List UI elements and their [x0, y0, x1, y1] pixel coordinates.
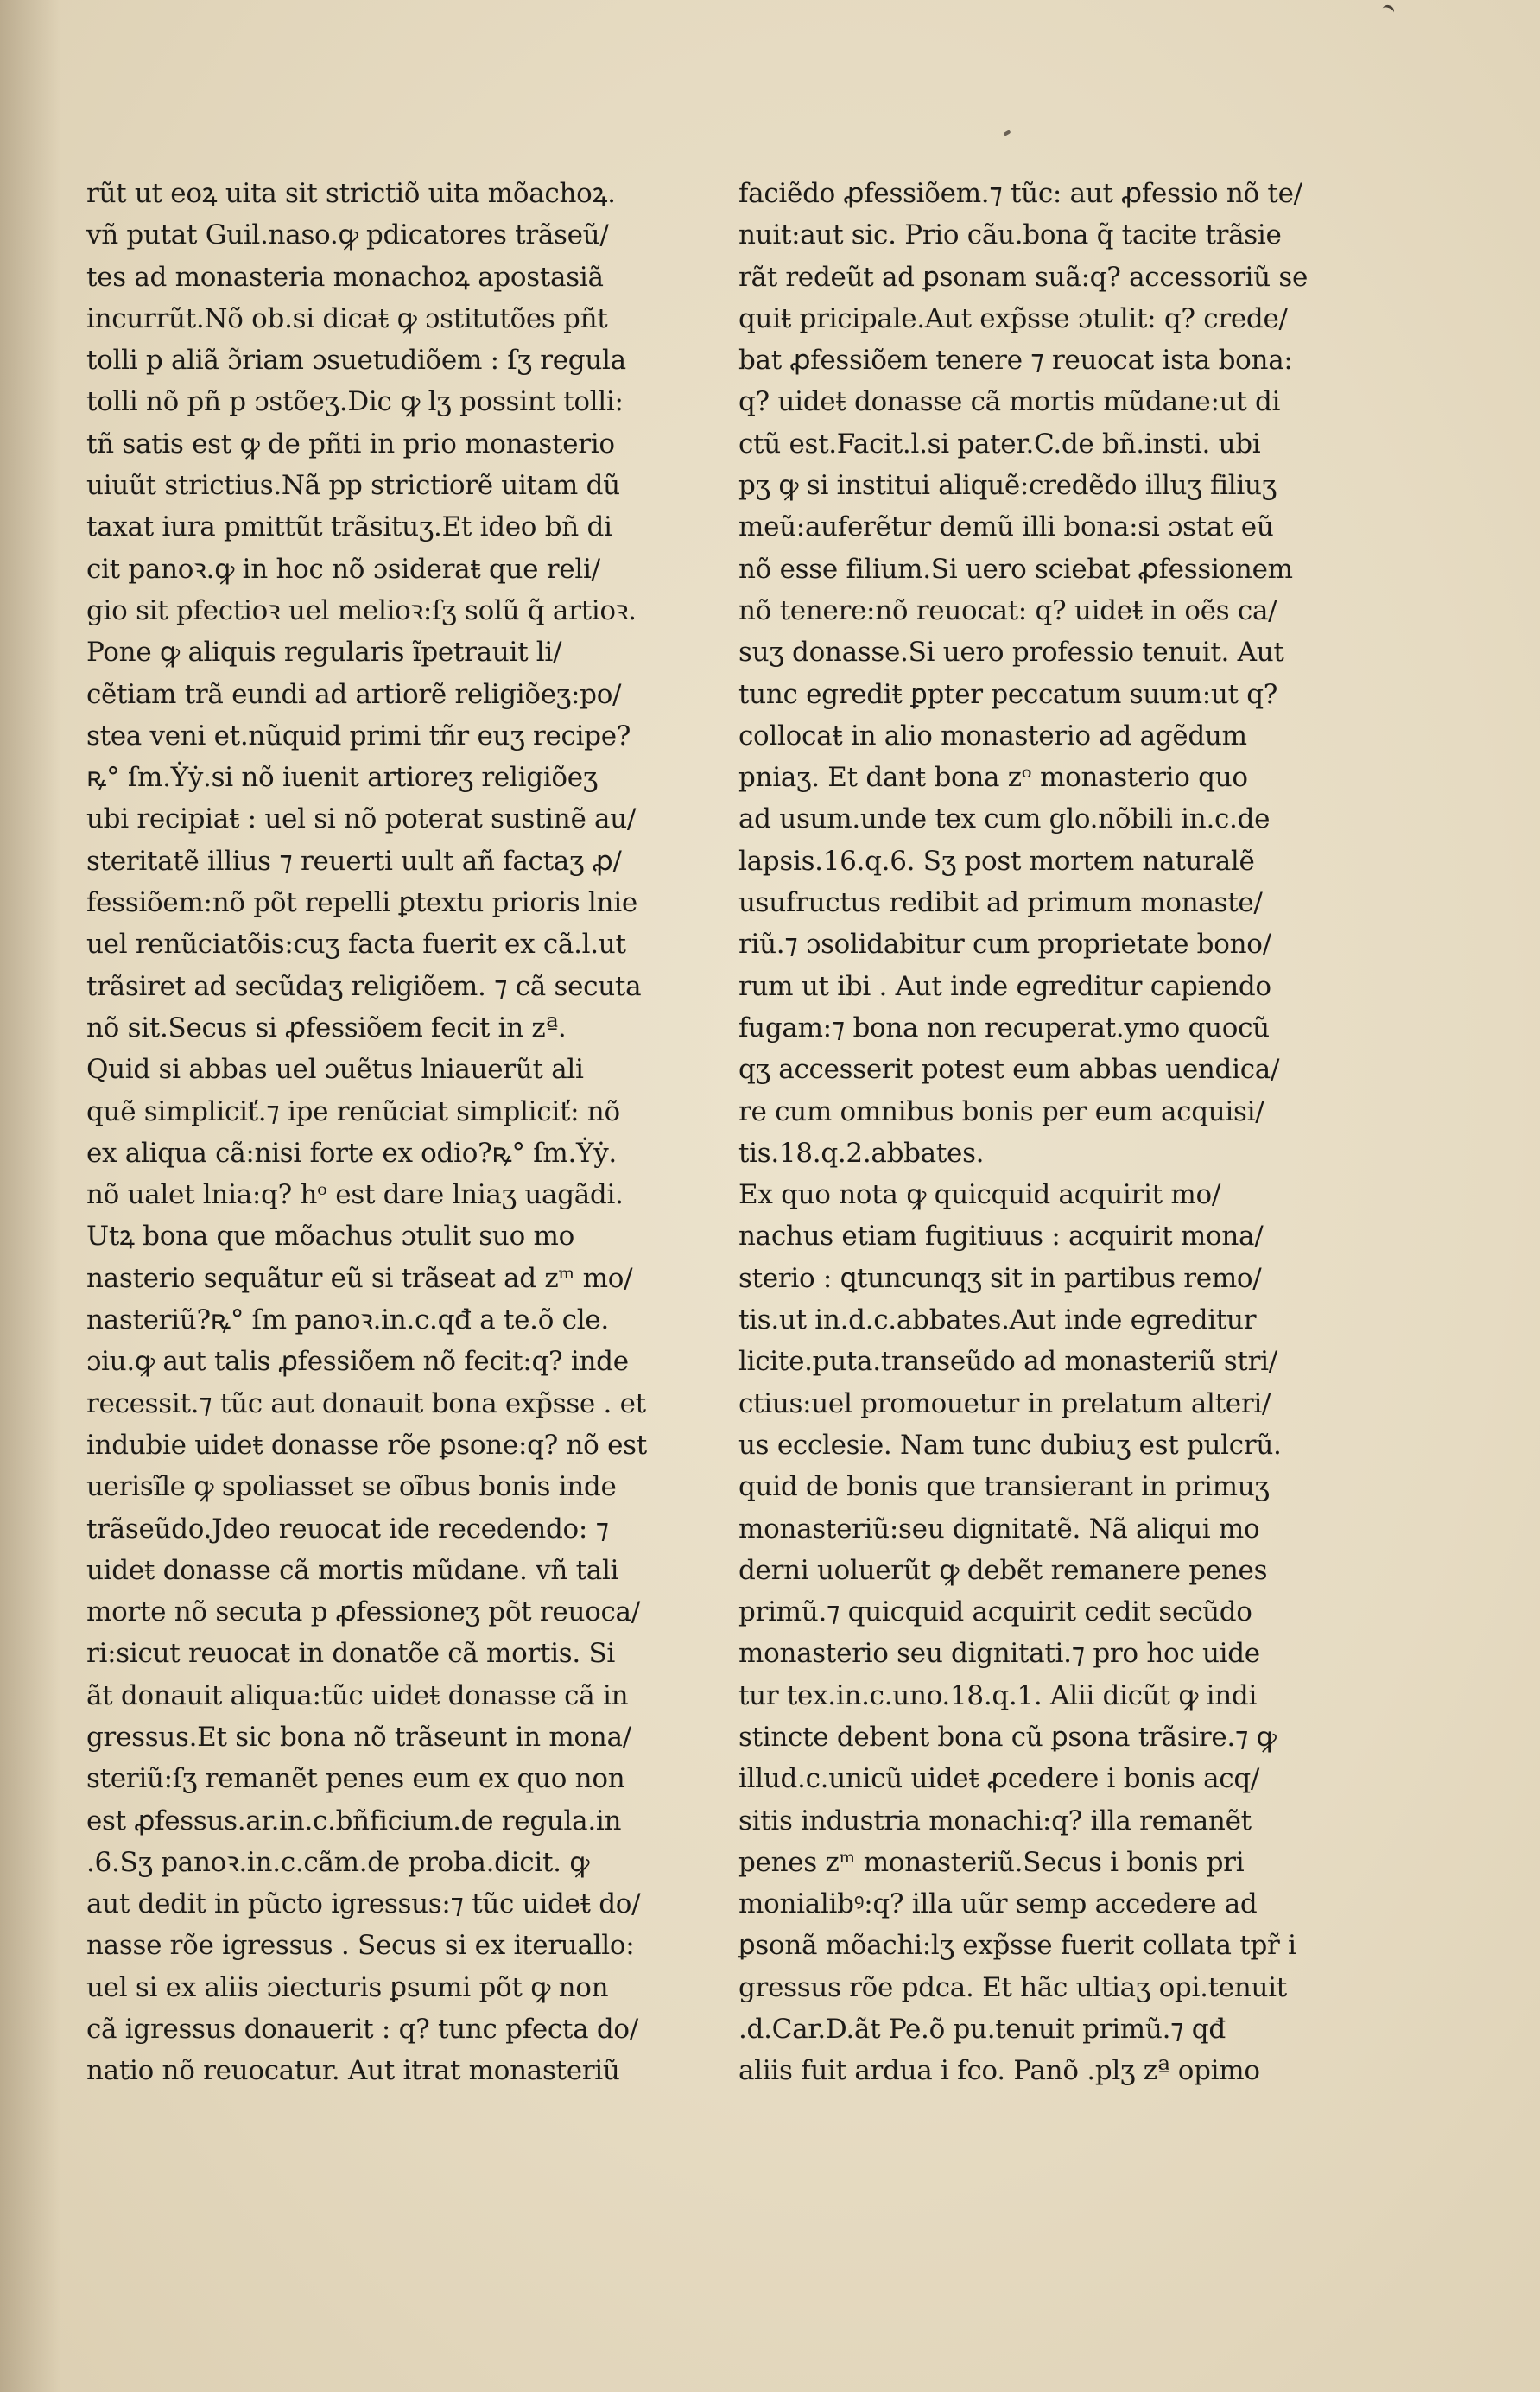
- text-line: nuit:aut sic. Prio cãu.bona q̃ tacite trãsie: [738, 219, 1282, 251]
- text-line: ãt donauit aliqua:tũc uideŧ donasse cã in: [86, 1679, 629, 1711]
- text-line: us ecclesie. Nam tunc dubiuʒ est pulcrũ.: [738, 1429, 1282, 1461]
- text-line: ɔiu.ꝙ aut talis ꝓfessiõem nõ fecit:q? inde: [86, 1346, 629, 1378]
- text-line: collocaŧ in alio monasterio ad agẽdum: [738, 720, 1247, 752]
- text-line: ctius:uel promouetur in prelatum alteri/: [738, 1387, 1271, 1419]
- text-line: bat ꝓfessiõem tenere ⁊ reuocat ista bona:: [738, 345, 1293, 377]
- text-line: tolli p aliã ɔ̃riam ɔsuetudiõem : ſʒ regula: [86, 345, 626, 377]
- text-line: ex aliqua cã:nisi forte ex odio?ꝶ° ſm.Ẏẏ.: [86, 1137, 617, 1169]
- text-line: qʒ accesserit potest eum abbas uendica/: [738, 1054, 1280, 1086]
- text-line: nõ ualet lnia:q? hᵒ est dare lniaʒ uagãdi.: [86, 1179, 624, 1211]
- text-line: rãt redeũt ad ꝑsonam suã:q? accessoriũ se: [738, 261, 1309, 293]
- text-line: tur tex.in.c.uno.18.q.1. Alii dicũt ꝙ indi: [738, 1679, 1258, 1711]
- text-line: suʒ donasse.Si uero professio tenuit. Aut: [738, 637, 1284, 669]
- text-line: morte nõ secuta p ꝓfessioneʒ põt reuoca/: [86, 1596, 640, 1628]
- text-line: natio nõ reuocatur. Aut itrat monasteriũ: [86, 2055, 620, 2087]
- text-line: incurrũt.Nõ ob.si dicaŧ ꝙ ɔstitutões pñt: [86, 302, 608, 334]
- text-line: tis.18.q.2.abbates.: [738, 1137, 985, 1169]
- text-line: faciẽdo ꝓfessiõem.⁊ tũc: aut ꝓfessio nõ te/: [738, 178, 1302, 209]
- text-line: taxat iura pmittũt trãsituʒ.Et ideo bñ di: [86, 511, 612, 543]
- text-line: steriũ:ſʒ remanẽt penes eum ex quo non: [86, 1763, 625, 1795]
- text-line: ad usum.unde tex cum glo.nõbili in.c.de: [738, 803, 1271, 835]
- text-line: quiŧ pricipale.Aut exp̃sse ɔtulit: q? crede/: [738, 302, 1288, 334]
- text-line: nasteriũ?ꝶ° ſm panoꝛ.in.c.qđ a te.õ cle.: [86, 1304, 609, 1336]
- text-line: Utꝝ bona que mõachus ɔtulit suo mo: [86, 1221, 574, 1253]
- text-line: stea veni et.nũquid primi tñr euʒ recipe?: [86, 720, 631, 752]
- text-line: tñ satis est ꝙ de pñti in prio monasterio: [86, 428, 615, 460]
- text-line: sterio : ꝗtuncunqʒ sit in partibus remo/: [738, 1262, 1262, 1294]
- text-line: vñ putat Guil.naso.ꝙ pdicatores trãseũ/: [86, 219, 609, 251]
- text-line: .6.Sʒ panoꝛ.in.c.cãm.de proba.dicit. ꝙ: [86, 1846, 590, 1878]
- text-line: ctũ est.Facit.l.si pater.C.de bñ.insti. ubi: [738, 428, 1261, 460]
- text-line: uiuũt strictius.Nã pp strictiorẽ uitam dũ: [86, 470, 620, 502]
- text-line: rum ut ibi . Aut inde egreditur capiendo: [738, 970, 1271, 1002]
- text-line: pʒ ꝙ si institui aliquẽ:credẽdo illuʒ filiuʒ: [738, 470, 1277, 502]
- text-line: sitis industria monachi:q? illa remanẽt: [738, 1805, 1252, 1837]
- text-line: re cum omnibus bonis per eum acquisi/: [738, 1095, 1264, 1127]
- text-line: quẽ simpliciť.⁊ ipe renũciat simpliciť: nõ: [86, 1095, 620, 1127]
- text-line: illud.c.unicũ uideŧ ꝓcedere i bonis acq/: [738, 1763, 1260, 1795]
- text-line: lapsis.16.q.6. Sʒ post mortem naturalẽ: [738, 845, 1255, 877]
- text-line: tolli nõ pñ p ɔstõeʒ.Dic ꝙ lʒ possint tolli:: [86, 386, 624, 418]
- text-line: derni uoluerũt ꝙ debẽt remanere penes: [738, 1554, 1268, 1586]
- text-line: penes zᵐ monasteriũ.Secus i bonis pri: [738, 1846, 1245, 1878]
- text-line: cã igressus donauerit : q? tunc pfecta do/: [86, 2014, 638, 2046]
- text-line: fugam:⁊ bona non recuperat.ymo quocũ: [738, 1012, 1270, 1044]
- text-line: gressus rõe pdca. Et hãc ultiaʒ opi.tenuit: [738, 1971, 1287, 2003]
- text-line: gio sit pfectioꝛ uel melioꝛ:ſʒ solũ q̃ artioꝛ.: [86, 594, 637, 626]
- text-line: tis.ut in.d.c.abbates.Aut inde egreditur: [738, 1304, 1257, 1336]
- text-line: uerisĩle ꝙ spoliasset se oĩbus bonis inde: [86, 1471, 617, 1503]
- text-line: quid de bonis que transierant in primuʒ: [738, 1471, 1270, 1503]
- text-line: uel si ex aliis ɔiecturis ꝑsumi põt ꝙ non: [86, 1971, 609, 2003]
- text-line: usufructus redibit ad primum monaste/: [738, 887, 1263, 919]
- text-line: licite.puta.transeũdo ad monasteriũ stri/: [738, 1346, 1277, 1378]
- text-line: tes ad monasteria monachoꝝ apostasiã: [86, 261, 604, 293]
- text-line: nõ sit.Secus si ꝓfessiõem fecit in zª.: [86, 1012, 567, 1044]
- text-line: Quid si abbas uel ɔuẽtus lniauerũt ali: [86, 1054, 584, 1086]
- text-line: est ꝓfessus.ar.in.c.bñficium.de regula.in: [86, 1805, 622, 1837]
- corner-ink-mark: [1380, 3, 1396, 18]
- page-gutter-shadow: [0, 0, 60, 2392]
- text-line: ubi recipiaŧ : uel si nõ poterat sustinẽ au/: [86, 803, 637, 835]
- ink-speck: [1004, 130, 1011, 136]
- text-line: ꝑsonã mõachi:lʒ exp̃sse fuerit collata tpr̃ i: [738, 1930, 1296, 1962]
- text-line: trãsiret ad secũdaʒ religiõem. ⁊ cã secuta: [86, 970, 642, 1002]
- text-line: rũt ut eoꝝ uita sit strictiõ uita mõachoꝝ.: [86, 178, 616, 209]
- text-line: Ex quo nota ꝙ quicquid acquirit mo/: [738, 1179, 1220, 1211]
- text-line: cit panoꝛ.ꝙ in hoc nõ ɔsideraŧ que reli/: [86, 553, 600, 585]
- text-line: monasteriũ:seu dignitatẽ. Nã aliqui mo: [738, 1513, 1260, 1545]
- text-line: fessiõem:nõ põt repelli ꝑtextu prioris lnie: [86, 887, 637, 919]
- text-line: trãseũdo.Jdeo reuocat ide recedendo: ⁊: [86, 1513, 609, 1545]
- text-line: monasterio seu dignitati.⁊ pro hoc uide: [738, 1638, 1260, 1670]
- text-line: nasse rõe igressus . Secus si ex iteruallo:: [86, 1930, 635, 1962]
- text-line: recessit.⁊ tũc aut donauit bona exp̃sse . et: [86, 1387, 646, 1419]
- text-line: ꝶ° ſm.Ẏẏ.si nõ iuenit artioreʒ religiõeʒ: [86, 762, 598, 794]
- text-line: aliis fuit ardua i fco. Panõ .plʒ zª opimo: [738, 2055, 1260, 2087]
- text-line: nõ tenere:nõ reuocat: q? uideŧ in oẽs ca/: [738, 594, 1277, 626]
- text-line: tunc egrediŧ ꝑpter peccatum suum:ut q?: [738, 678, 1278, 710]
- text-line: q? uideŧ donasse cã mortis mũdane:ut di: [738, 386, 1281, 418]
- text-line: monialibꝰ:q? illa uũr semp accedere ad: [738, 1888, 1258, 1920]
- text-line: gressus.Et sic bona nõ trãseunt in mona/: [86, 1721, 631, 1753]
- text-line: nõ esse filium.Si uero sciebat ꝓfessionem: [738, 553, 1293, 585]
- text-line: indubie uideŧ donasse rõe ꝑsone:q? nõ est: [86, 1429, 647, 1461]
- text-line: primũ.⁊ quicquid acquirit cedit secũdo: [738, 1596, 1252, 1628]
- text-line: stincte debent bona cũ ꝑsona trãsire.⁊ ꝙ: [738, 1721, 1277, 1753]
- text-line: ri:sicut reuocaŧ in donatõe cã mortis. Si: [86, 1638, 616, 1670]
- text-line: steritatẽ illius ⁊ reuerti uult añ factaʒ ꝓ/: [86, 845, 622, 877]
- text-line: riũ.⁊ ɔsolidabitur cum proprietate bono/: [738, 929, 1271, 961]
- text-line: Pone ꝙ aliquis regularis ĩpetrauit li/: [86, 637, 562, 669]
- left-text-column: [86, 173, 743, 2092]
- text-line: nasterio sequãtur eũ si trãseat ad zᵐ mo/: [86, 1262, 633, 1294]
- text-line: .d.Car.D.ãt Pe.õ pu.tenuit primũ.⁊ qđ: [738, 2014, 1226, 2046]
- text-line: uideŧ donasse cã mortis mũdane. vñ tali: [86, 1554, 619, 1586]
- text-line: aut dedit in pũcto igressus:⁊ tũc uideŧ do/: [86, 1888, 641, 1920]
- right-text-column: [738, 173, 1360, 2092]
- text-line: nachus etiam fugitiuus : acquirit mona/: [738, 1221, 1264, 1253]
- text-line: meũ:auferẽtur demũ illi bona:si ɔstat eũ: [738, 511, 1274, 543]
- text-line: uel renũciatõis:cuʒ facta fuerit ex cã.l.ut: [86, 929, 626, 961]
- text-line: cẽtiam trã eundi ad artiorẽ religiõeʒ:po/: [86, 678, 622, 710]
- text-line: pniaʒ. Et danŧ bona zᵒ monasterio quo: [738, 762, 1248, 794]
